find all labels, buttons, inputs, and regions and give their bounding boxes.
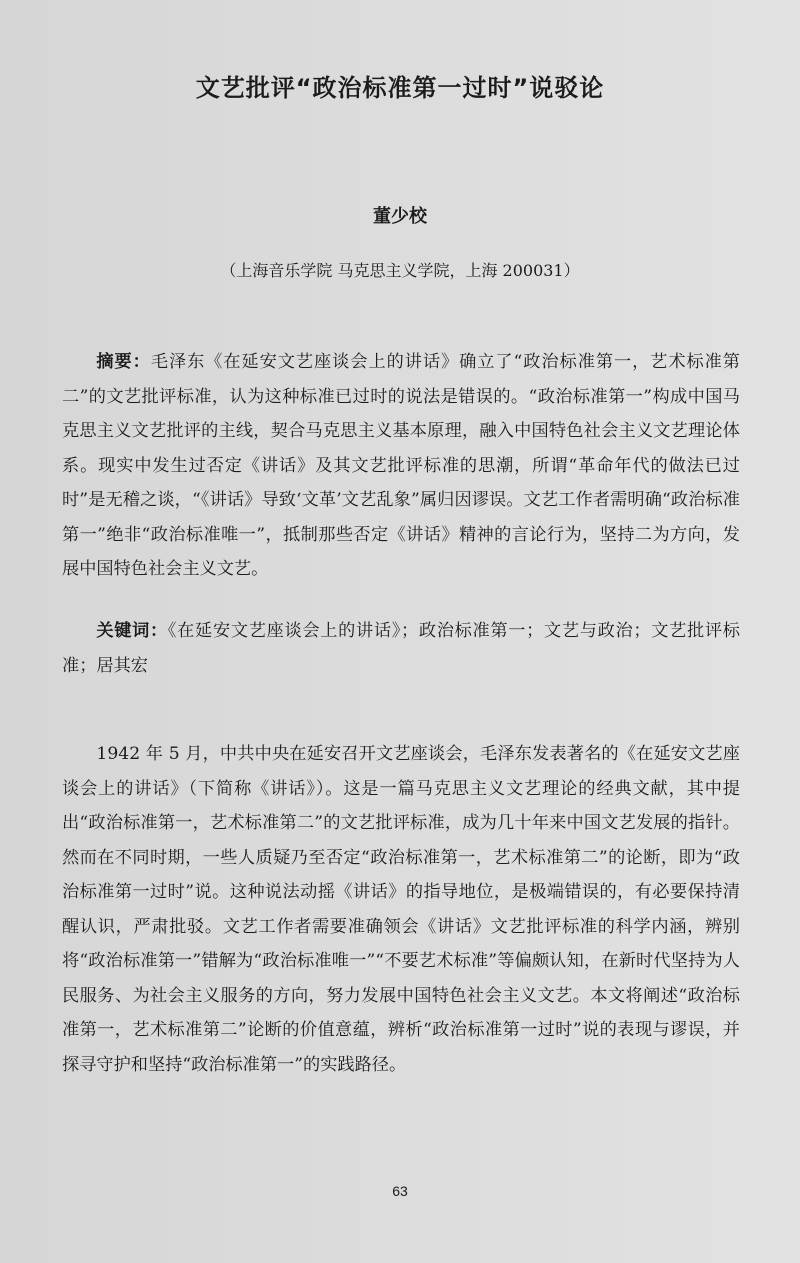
keywords-label: 关键词： bbox=[96, 621, 168, 641]
body-paragraph: 1942 年 5 月，中共中央在延安召开文艺座谈会，毛泽东发表著名的《在延安文艺座谈会上的讲话》（下简称《讲话》）。这是一篇马克思主义文艺理论的经典文献，其中提出“政治标准第一，艺术标准第二”的文艺批评标准，成为几十年来中国文艺发展的指针。然而在不同时期，一些人质疑乃至否定“政治标准第一，艺术标准第二”的论断，即为“政治标准第一过时”说。这种说法动摇《讲话》的指导地位，是极端错误的，有必要保持清醒认识，严肃批驳。文艺工作者需要准确领会《讲话》文艺批评标准的科学内涵，辨别将“政治标准第一”错解为“政治标准唯一”“不要艺术标准”等偏颇认知，在新时代坚持为人民服务、为社会主义服务的方向，努力发展中国特色社会主义文艺。本文将阐述“政治标准第一，艺术标准第二”论断的价值意蕴，辨析“政治标准第一过时”说的表现与谬误，并探寻守护和坚持“政治标准第一”的实践路径。 bbox=[62, 744, 740, 1075]
abstract-label: 摘要： bbox=[96, 352, 151, 372]
abstract-text: 毛泽东《在延安文艺座谈会上的讲话》确立了“政治标准第一，艺术标准第二”的文艺批评标准，认为这种标准已过时的说法是错误的。“政治标准第一”构成中国马克思主义文艺批评的主线，契合马克思主义基本原理，融入中国特色社会主义文艺理论体系。现实中发生过否定《讲话》及其文艺批评标准的思潮，所谓“革命年代的做法已过时”是无稽之谈，“《讲话》导致‘文革’文艺乱象”属归因谬误。文艺工作者需明确“政治标准第一”绝非“政治标准唯一”，抵制那些否定《讲话》精神的言论行为，坚持二为方向，发展中国特色社会主义文艺。 bbox=[62, 352, 740, 579]
paper-title: 文艺批评“政治标准第一过时”说驳论 bbox=[195, 74, 605, 102]
author-affiliation: （上海音乐学院 马克思主义学院，上海 200031） bbox=[220, 261, 580, 280]
keywords-text: 《在延安文艺座谈会上的讲话》；政治标准第一；文艺与政治；文艺批评标准；居其宏 bbox=[62, 621, 740, 676]
author-name: 董少校 bbox=[373, 206, 427, 227]
abstract bbox=[62, 345, 740, 587]
keywords bbox=[62, 614, 740, 683]
page-number: 63 bbox=[392, 1183, 408, 1199]
